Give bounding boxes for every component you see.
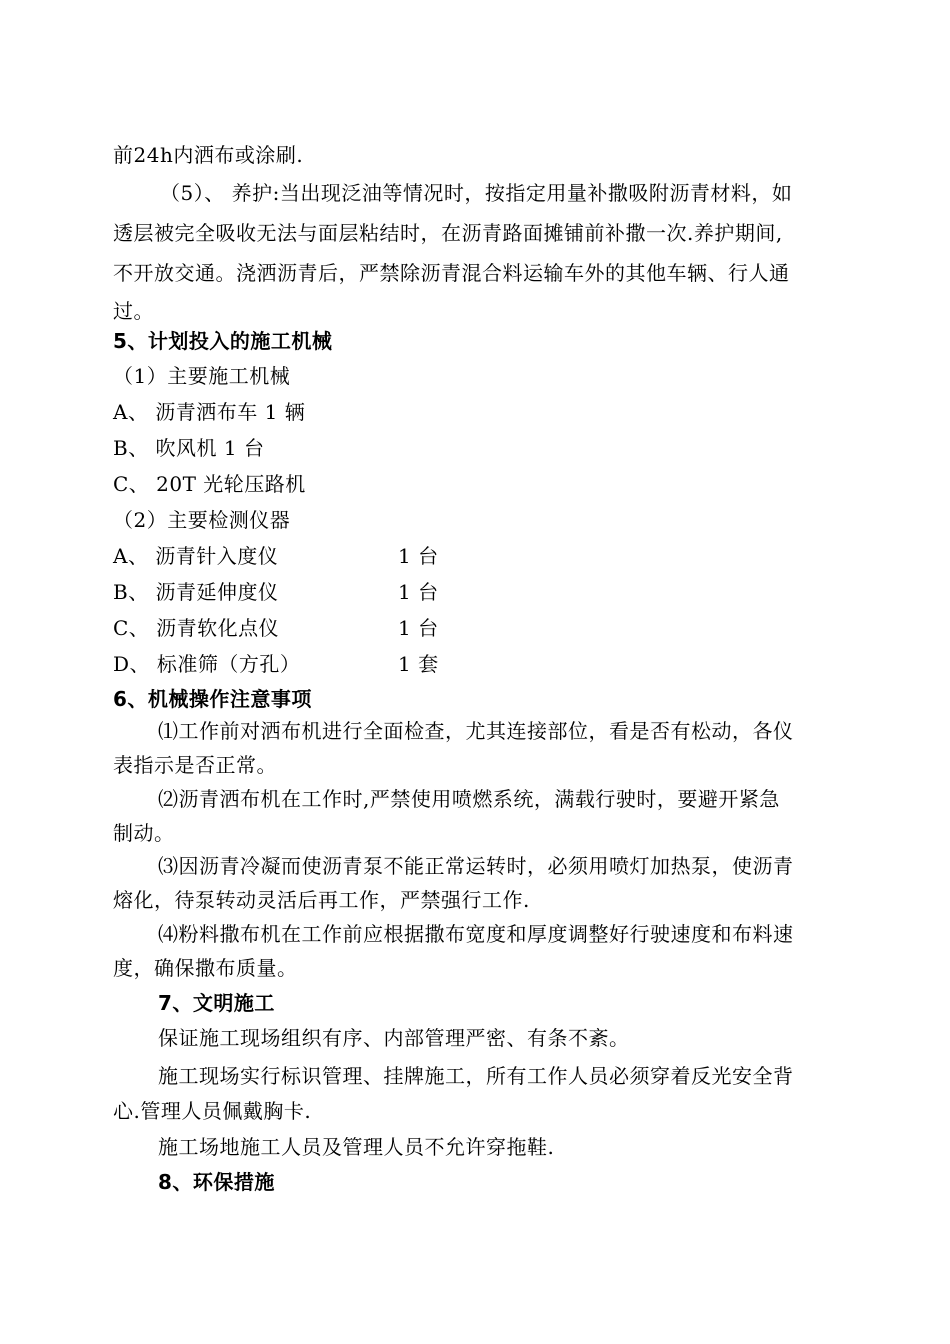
subsection-heading: （2）主要检测仪器 — [113, 508, 291, 532]
list-item: A、 沥青洒布车 1 辆 — [113, 400, 306, 424]
text-line: （5）、 养护:当出现泛油等情况时，按指定用量补撒吸附沥青材料，如 — [160, 181, 793, 205]
text-line: ⑵沥青洒布机在工作时,严禁使用喷燃系统，满载行驶时，要避开紧急 — [158, 787, 780, 811]
text-line: 表指示是否正常。 — [113, 753, 277, 777]
instrument-name: C、 沥青软化点仪 — [113, 616, 280, 640]
instrument-qty: 1 台 — [398, 616, 439, 640]
text-line: 心.管理人员佩戴胸卡. — [113, 1099, 312, 1123]
text-line: 不开放交通。浇洒沥青后，严禁除沥青混合料运输车外的其他车辆、行人通 — [113, 261, 790, 285]
instrument-name: B、 沥青延伸度仪 — [113, 580, 279, 604]
text-line: ⑴工作前对洒布机进行全面检查，尤其连接部位，看是否有松动，各仪 — [158, 719, 794, 743]
list-item: B、 吹风机 1 台 — [113, 436, 265, 460]
instrument-qty: 1 台 — [398, 580, 439, 604]
text-line: 过。 — [113, 299, 154, 323]
section-heading: 5、计划投入的施工机械 — [113, 329, 333, 353]
text-line: 保证施工现场组织有序、内部管理严密、有条不紊。 — [158, 1026, 630, 1050]
text-line: 熔化，待泵转动灵活后再工作，严禁强行工作. — [113, 888, 530, 912]
subsection-heading: （1）主要施工机械 — [113, 364, 291, 388]
instrument-qty: 1 台 — [398, 544, 439, 568]
text-line: 透层被完全吸收无法与面层粘结时，在沥青路面摊铺前补撒一次.养护期间, — [113, 221, 783, 245]
section-heading: 8、环保措施 — [158, 1170, 275, 1194]
instrument-row — [113, 651, 513, 677]
text-line: 施工现场实行标识管理、挂牌施工，所有工作人员必须穿着反光安全背 — [158, 1064, 794, 1088]
instrument-row — [113, 615, 513, 641]
text-line: 施工场地施工人员及管理人员不允许穿拖鞋. — [158, 1135, 555, 1159]
instrument-row — [113, 543, 513, 569]
instrument-name: D、 标准筛（方孔） — [113, 652, 301, 676]
text-line: 制动。 — [113, 821, 175, 845]
instrument-qty: 1 套 — [398, 652, 439, 676]
section-heading: 6、机械操作注意事项 — [113, 687, 312, 711]
instrument-row — [113, 579, 513, 605]
text-line: 前24h内洒布或涂刷. — [113, 143, 304, 167]
text-line: ⑷粉料撒布机在工作前应根据撒布宽度和厚度调整好行驶速度和布料速 — [158, 922, 794, 946]
instrument-name: A、 沥青针入度仪 — [113, 544, 279, 568]
section-heading: 7、文明施工 — [158, 991, 275, 1015]
list-item: C、 20T 光轮压路机 — [113, 472, 306, 496]
text-line: 度，确保撒布质量。 — [113, 956, 298, 980]
text-line: ⑶因沥青冷凝而使沥青泵不能正常运转时，必须用喷灯加热泵，使沥青 — [158, 854, 794, 878]
